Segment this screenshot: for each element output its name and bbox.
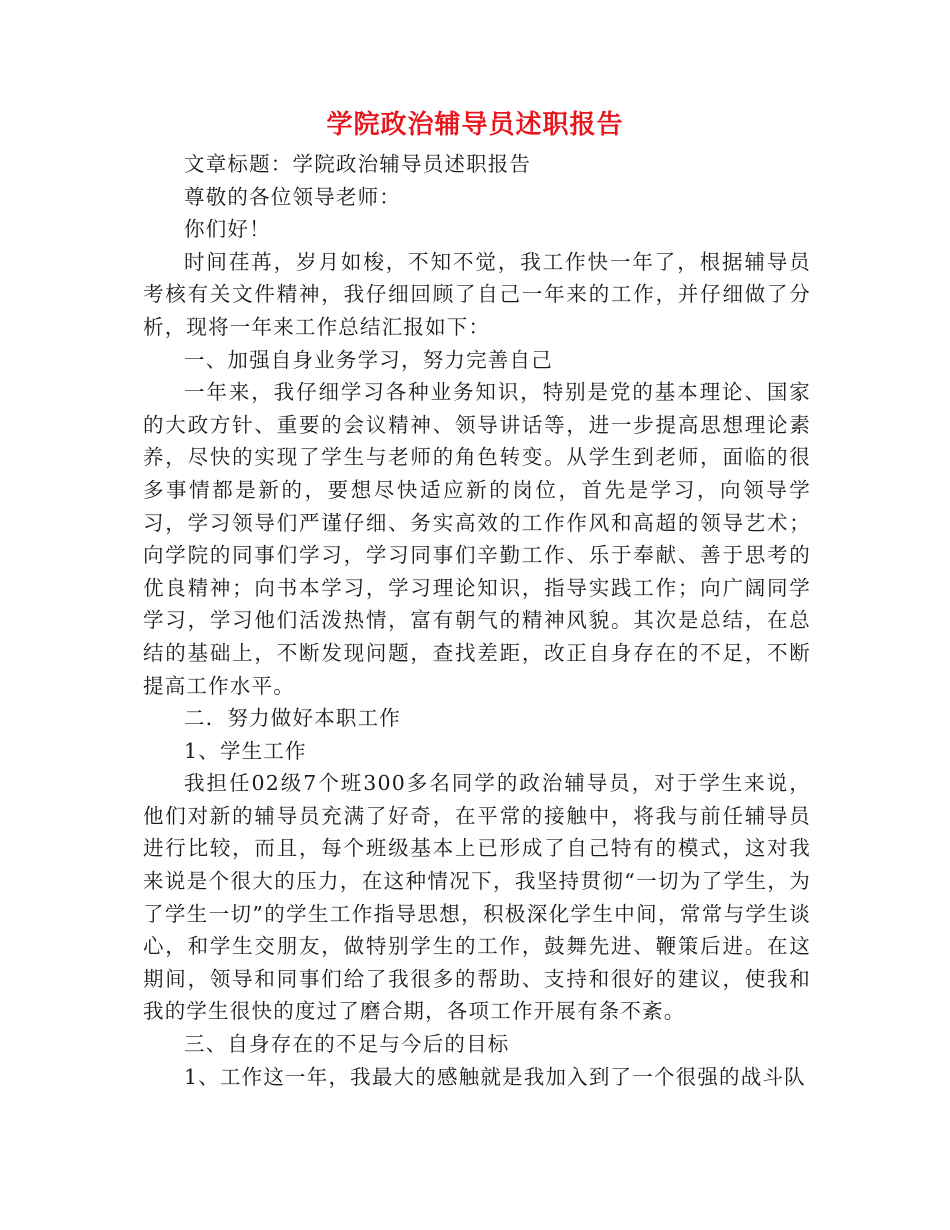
section-heading-3: 三、自身存在的不足与今后的目标	[184, 1032, 510, 1057]
document-title: 学院政治辅导员述职报告	[326, 110, 624, 140]
section-heading-2: 二．努力做好本职工作	[184, 706, 401, 731]
subsection-heading-student-work: 1、学生工作	[184, 738, 307, 763]
intro-paragraph: 时间荏苒，岁月如梭，不知不觉，我工作快一年了，根据辅导员考核有关文件精神，我仔细回顾了自己一年来的工作，并仔细做了分析，现将一年来工作总结汇报如下：	[143, 249, 811, 339]
section-3-paragraph: 1、工作这一年，我最大的感触就是我加入到了一个很强的战斗队	[184, 1064, 806, 1089]
document-body	[143, 148, 811, 1093]
article-title-line: 文章标题：学院政治辅导员述职报告	[184, 152, 532, 176]
section-2-paragraph: 我担任02级7个班300多名同学的政治辅导员，对于学生来说，他们对新的辅导员充满了好奇，在平常的接触中，将我与前任辅导员进行比较，而且，每个班级基本上已形成了自己特有的模式，这对我来说是个很大的压力，在这种情况下，我坚持贯彻“一切为了学生，为了学生一切”的学生工作指导思想，积极深化学生中间，常常与学生谈心，和学生交朋友，做特别学生的工作，鼓舞先进、鞭策后进。在这期间，领导和同事们给了我很多的帮助、支持和很好的建议，使我和我的学生很快的度过了磨合期，各项工作开展有条不紊。	[143, 771, 811, 1024]
greeting: 你们好！	[184, 217, 271, 242]
salutation: 尊敬的各位领导老师：	[184, 184, 401, 209]
section-heading-1: 一、加强自身业务学习，努力完善自己	[184, 347, 553, 372]
section-1-paragraph: 一年来，我仔细学习各种业务知识，特别是党的基本理论、国家的大政方针、重要的会议精神、领导讲话等，进一步提高思想理论素养，尽快的实现了学生与老师的角色转变。从学生到老师，面临的很多事情都是新的，要想尽快适应新的岗位，首先是学习，向领导学习，学习领导们严谨仔细、务实高效的工作作风和高超的领导艺术；向学院的同事们学习，学习同事们辛勤工作、乐于奉献、善于思考的优良精神；向书本学习，学习理论知识，指导实践工作；向广阔同学学习，学习他们活泼热情，富有朝气的精神风貌。其次是总结，在总结的基础上，不断发现问题，查找差距，改正自身存在的不足，不断提高工作水平。	[143, 380, 811, 698]
